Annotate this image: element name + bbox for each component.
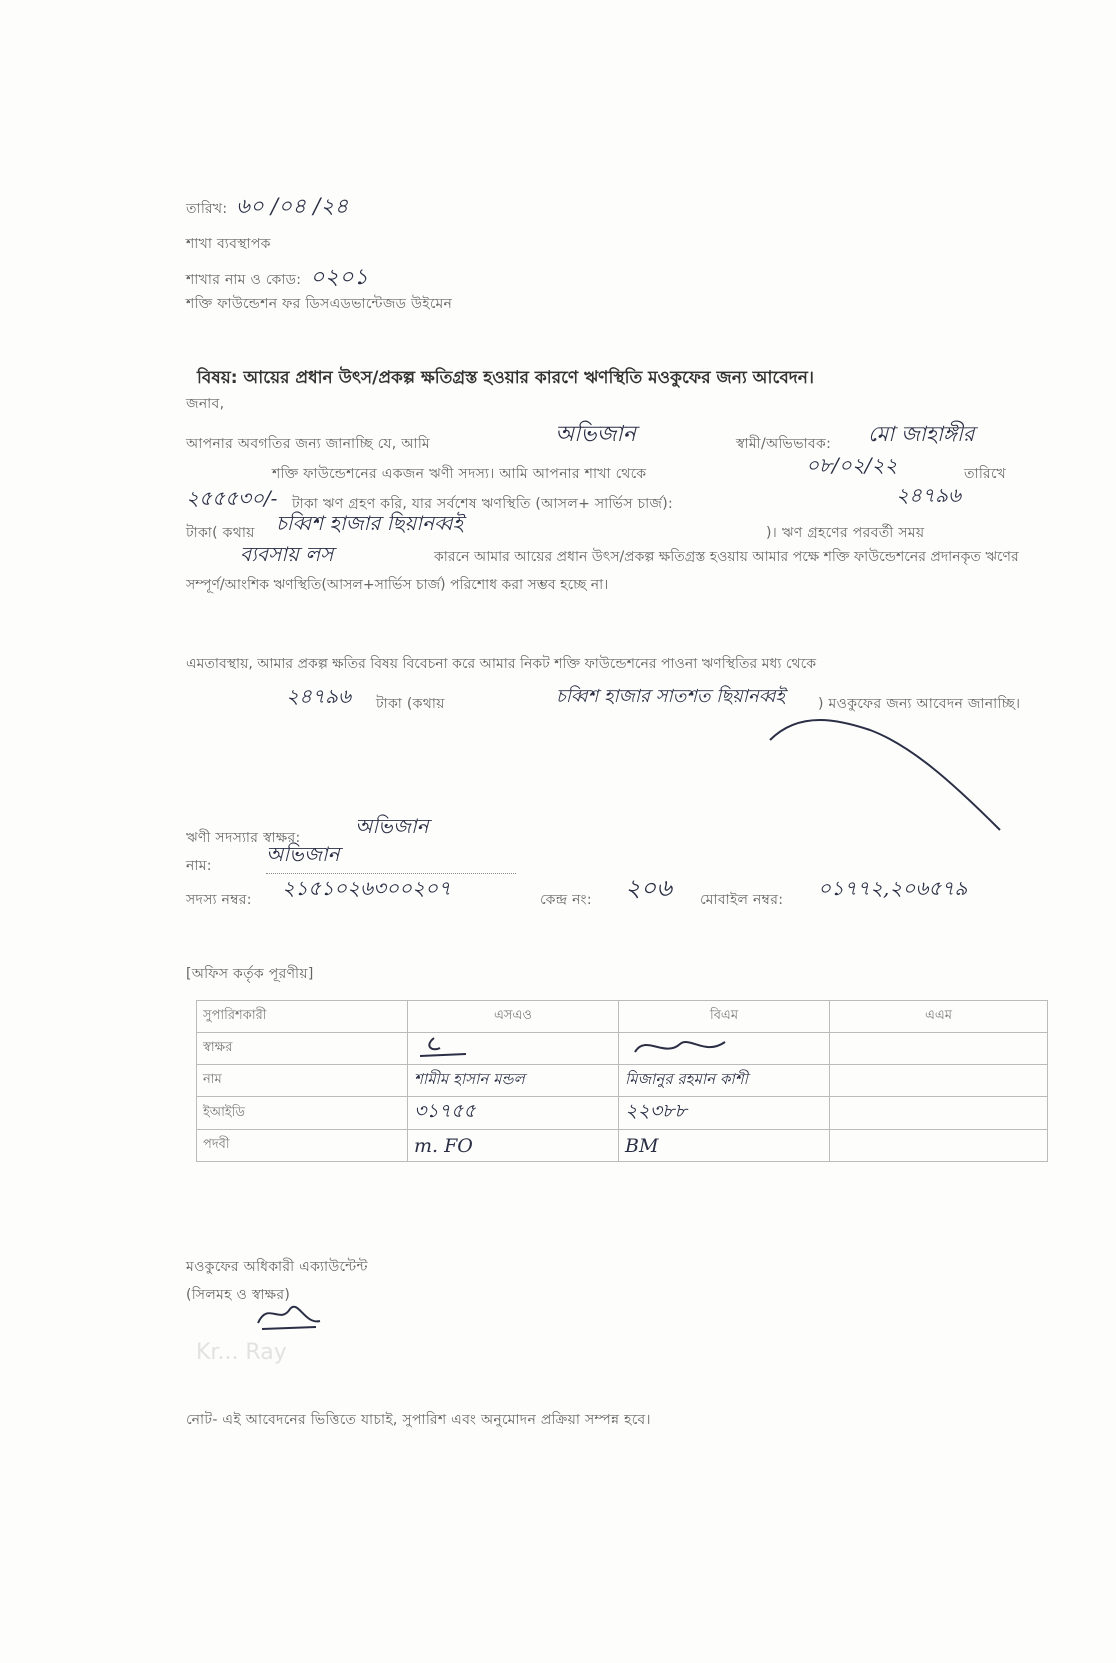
sao-signature-mark [414,1034,474,1060]
header-bm: বিএম [619,1001,830,1033]
para1-text-1: আপনার অবগতির জন্য জানাচ্ছি যে, আমি [186,436,430,452]
header-recommender: সুপারিশকারী [197,1001,408,1033]
outstanding-in-words: চব্বিশ হাজার ছিয়ানব্বই [276,511,464,535]
addressee: শাখা ব্যবস্থাপক [186,236,271,252]
member-number-label: সদস্য নম্বর: [186,892,252,908]
am-designation [830,1130,1048,1162]
table-header-row [197,1001,1048,1033]
loan-amount: ২৫৫৫৩০/- [186,486,278,510]
guardian-name: মো জাহাঙ্গীর [868,422,975,446]
waiver-in-words: চব্বিশ হাজার সাতশত ছিয়ানব্বই [556,686,785,707]
date-line [186,190,349,225]
subject-line: বিষয়: আয়ের প্রধান উৎস/প্রকল্প ক্ষতিগ্রস্ত হওয়ার কারণে ঋণস্থিতি মওকুফের জন্য আবেদন। [197,368,814,388]
borrower-name: অভিজান [555,422,636,447]
para1-text-6: টাকা( কথায় [186,525,255,541]
sao-name: শামীম হাসান মন্ডল [408,1065,619,1097]
table-row [197,1130,1048,1162]
branch-code: ০২০১ [310,265,369,290]
para1-text-3: শক্তি ফাউন্ডেশনের একজন ঋণী সদস্য। আমি আপনার শাখা থেকে [272,466,647,482]
approver-label: মওকুফের অধিকারী এক্যাউন্টেন্ট [186,1259,368,1275]
row-label-name: নাম [197,1065,408,1097]
table-row [197,1033,1048,1065]
bm-eid: ২২৩৮৮ [619,1097,830,1130]
loan-date: ০৮/০২/২২ [806,453,898,477]
member-signature: অভিজান [355,814,429,838]
bm-designation: BM [619,1130,830,1162]
member-name-label: নাম: [186,858,212,874]
header-sao: এসএও [408,1001,619,1033]
center-number: ২০৬ [625,874,672,902]
loss-reason: ব্যবসায় লস [240,542,334,566]
outstanding-amount: ২৪৭৯৬ [896,483,961,507]
am-eid [830,1097,1048,1130]
salutation: জনাব, [186,396,225,412]
faded-stamp-text: Kr... Ray [196,1340,287,1365]
center-number-label: কেন্দ্র নং: [540,892,592,908]
row-label-eid: ইআইডি [197,1097,408,1130]
para1-text-4: তারিখে [964,466,1006,482]
bm-name: মিজানুর রহমান কাশী [619,1065,830,1097]
member-name: অভিজান [266,840,516,874]
header-am: এএম [830,1001,1048,1033]
am-signature [830,1033,1048,1065]
table-row [197,1065,1048,1097]
sao-signature [408,1033,619,1065]
para1-text-7: )। ঋণ গ্রহণের পরবর্তী সময় [766,525,925,541]
mobile-number: ০১৭৭২,২০৬৫৭৯ [818,876,968,900]
para2-text-1: এমতাবস্থায়, আমার প্রকল্প ক্ষতির বিষয় বিবেচনা করে আমার নিকট শক্তি ফাউন্ডেশনের পাওনা ঋণস্থিতির মধ্য থেকে [186,656,816,672]
waiver-amount: ২৪৭৯৬ [286,684,351,708]
table-row [197,1097,1048,1130]
bm-signature [619,1033,830,1065]
pen-stroke-mark [760,700,1020,850]
sao-eid: ৩১৭৫৫ [408,1097,619,1130]
member-signature-label: ঋণী সদস্যার স্বাক্ষর: [186,830,301,846]
para1-text-2: স্বামী/অভিভাবক: [736,436,832,452]
row-label-designation: পদবী [197,1130,408,1162]
para1-text-5: টাকা ঋণ গ্রহণ করি, যার সর্বশেষ ঋণস্থিতি (আসল+ সার্ভিস চার্জ): [292,496,674,512]
organization-name: শক্তি ফাউন্ডেশন ফর ডিসএডভান্টেজড উইমেন [186,296,453,312]
office-use-table [196,1000,1048,1162]
approver-sub: (সিলমহ ও স্বাক্ষর) [186,1287,291,1303]
am-name [830,1065,1048,1097]
footer-note: নোট- এই আবেদনের ভিত্তিতে যাচাই, সুপারিশ এবং অনুমোদন প্রক্রিয়া সম্পন্ন হবে। [186,1412,651,1428]
date-label: তারিখ: [186,201,228,217]
office-caption: [অফিস কর্তৃক পূরণীয়] [186,966,314,982]
para2-text-3: ) মওকুফের জন্য আবেদন জানাচ্ছি। [818,696,1021,712]
branch-label: শাখার নাম ও কোড: [186,272,302,288]
mobile-number-label: মোবাইল নম্বর: [700,892,784,908]
para2-text-2: টাকা (কথায় [376,696,445,712]
date-value: ৬০ /০৪ /২৪ [236,194,349,218]
member-number: ২১৫১০২৬৩০০২০৭ [282,876,451,900]
bm-signature-mark [625,1034,735,1060]
para1-text-8: কারনে আমার আয়ের প্রধান উৎস/প্রকল্প ক্ষতিগ্রস্ত হওয়ায় আমার পক্ষে শক্তি ফাউন্ডেশনের প্রদানকৃত ঋণের সম্পূর্ণ/আংশিক ঋণস্থিতি(আসল+সার্ভিস চার্জ) পরিশোধ করা সম্ভব হচ্ছে না। [186,549,1019,593]
sao-designation: m. FO [408,1130,619,1162]
approver-signature-mark [250,1295,330,1335]
row-label-signature: স্বাক্ষর [197,1033,408,1065]
